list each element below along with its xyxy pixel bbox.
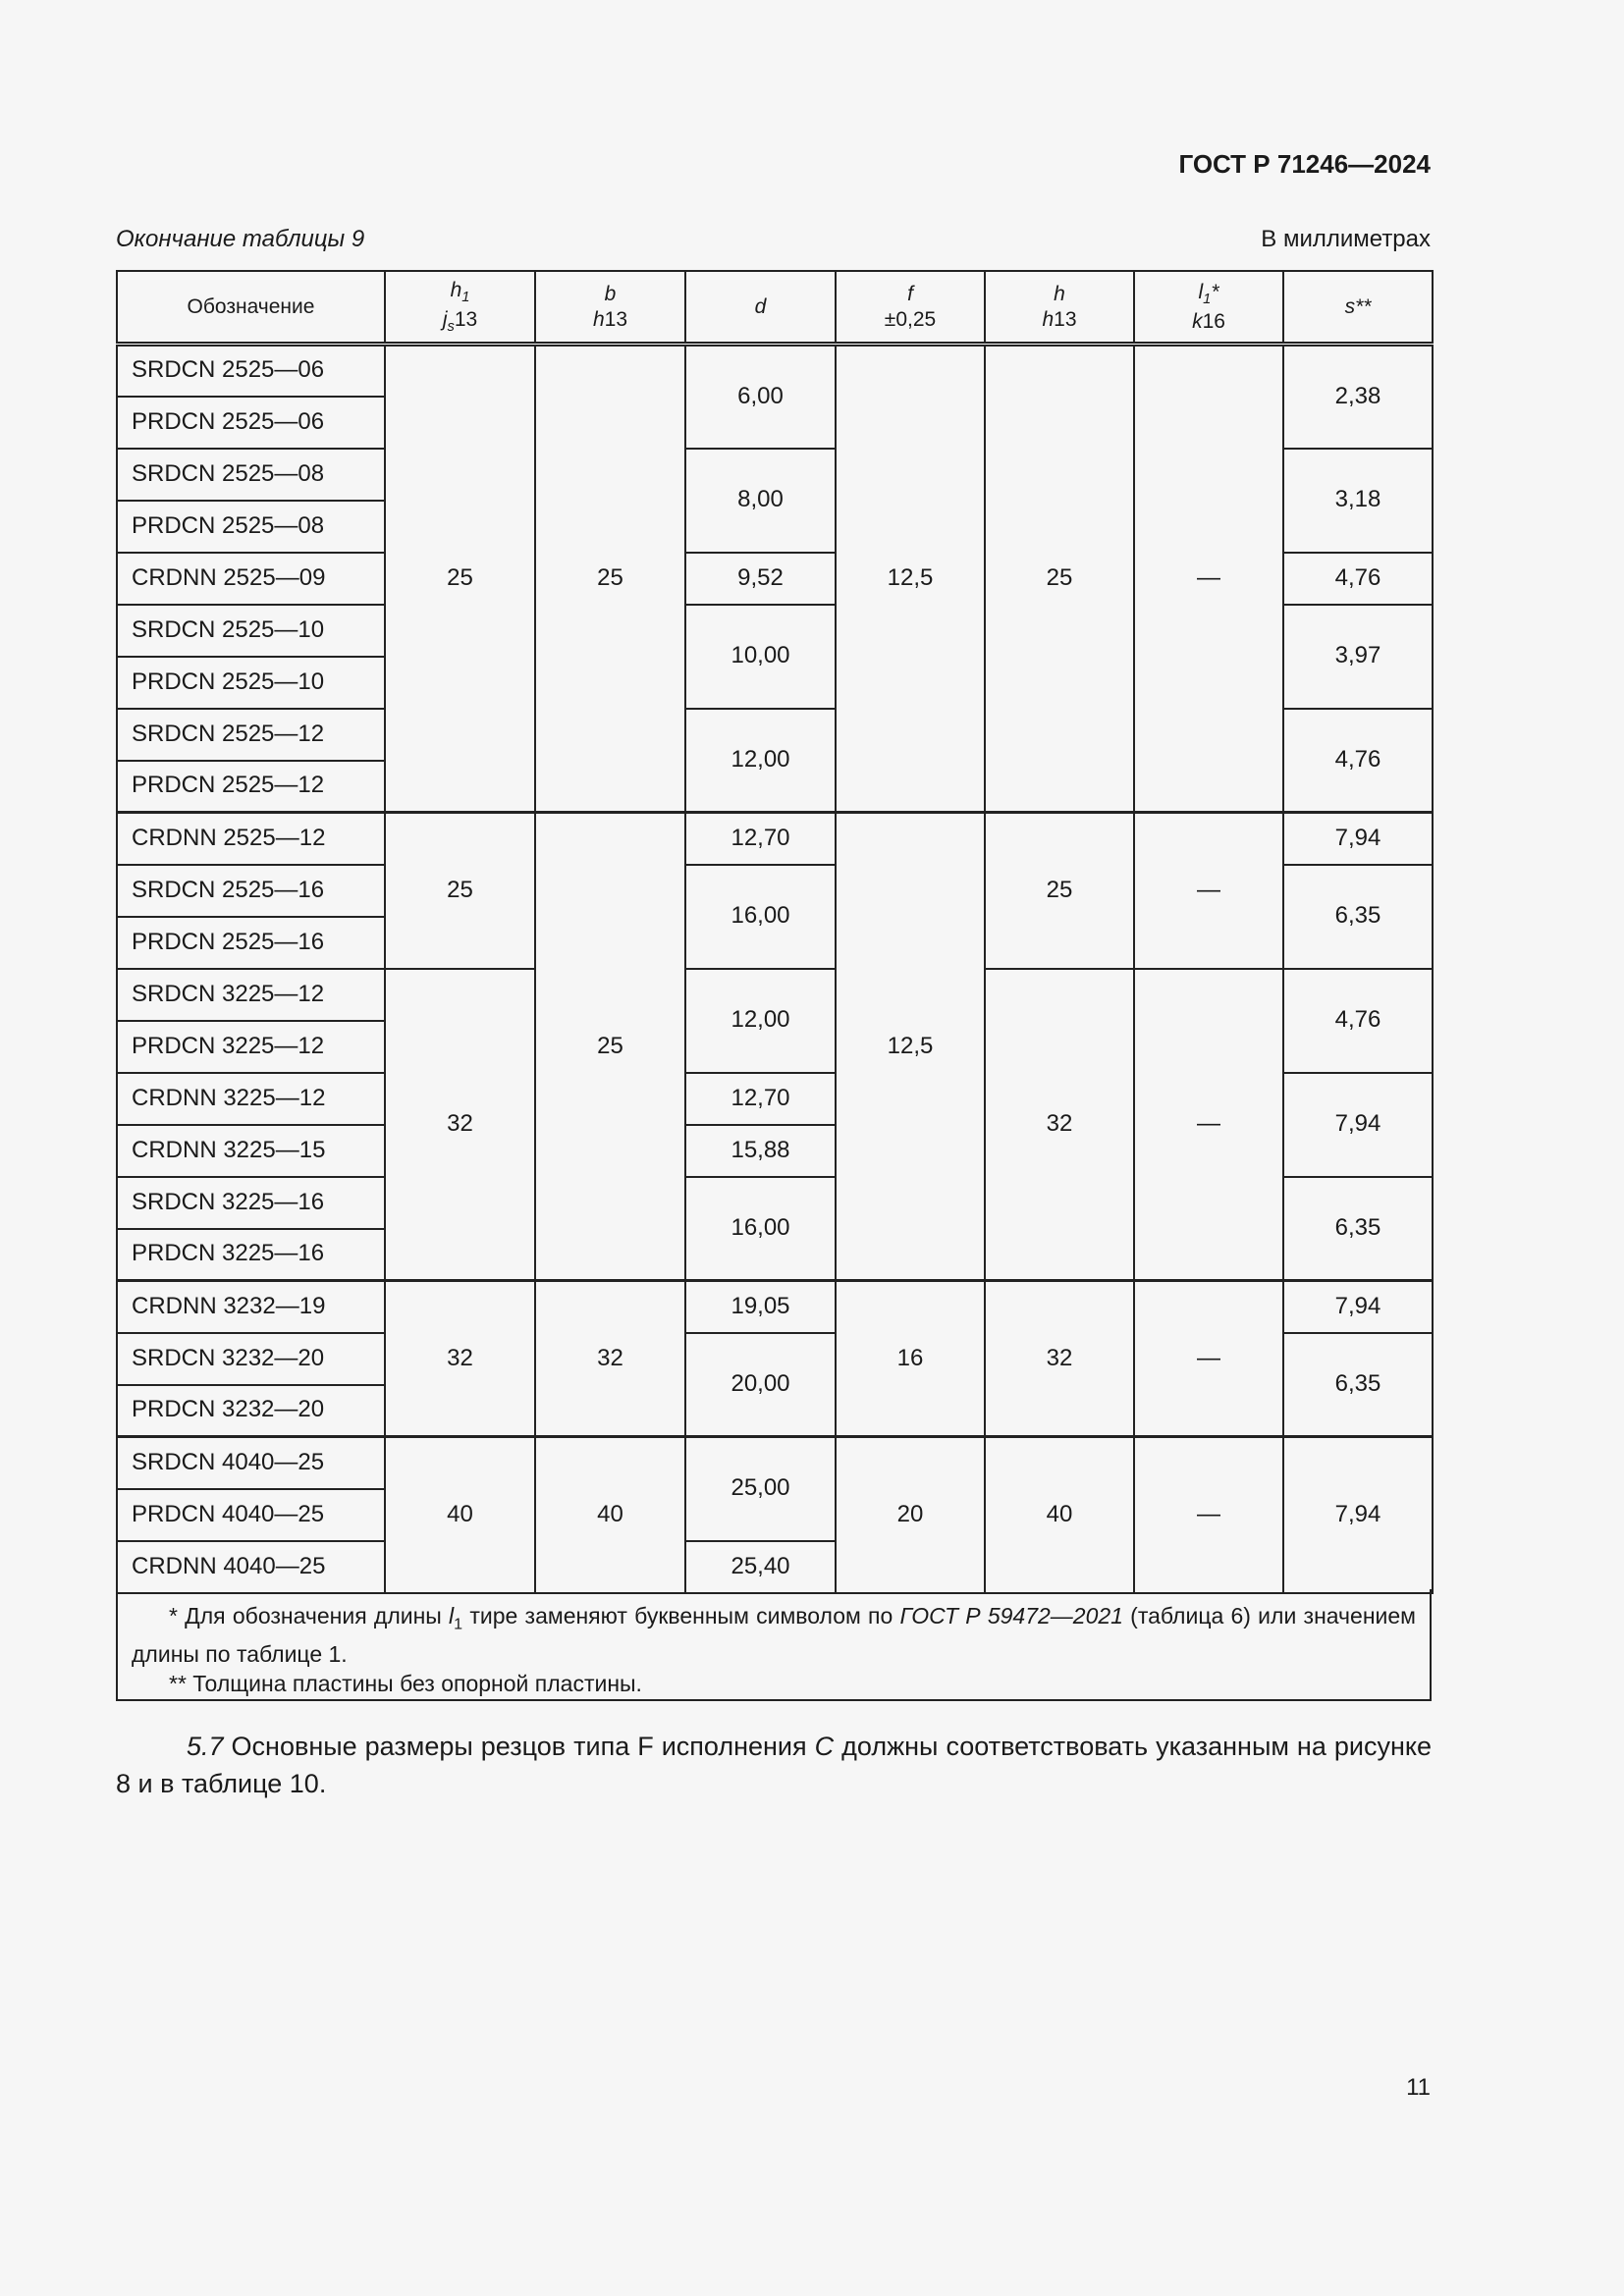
s-cell: 7,94 [1283, 1437, 1433, 1593]
f-cell: 20 [836, 1437, 985, 1593]
table-header-row [117, 271, 1433, 345]
d-cell: 16,00 [685, 1177, 836, 1281]
table-row [117, 1281, 1433, 1333]
s-cell: 6,35 [1283, 1333, 1433, 1437]
dimensions-table [116, 270, 1434, 1594]
h1-cell: 32 [385, 1281, 535, 1437]
col-header-f: f ±0,25 [836, 271, 985, 345]
designation-cell: SRDCN 2525—10 [117, 605, 385, 657]
designation-cell: SRDCN 2525—16 [117, 865, 385, 917]
designation-cell: SRDCN 2525—12 [117, 709, 385, 761]
d-cell: 15,88 [685, 1125, 836, 1177]
table-row [117, 969, 1433, 1021]
document-id: ГОСТ Р 71246—2024 [1178, 149, 1431, 179]
designation-cell: CRDNN 4040—25 [117, 1541, 385, 1593]
designation-cell: PRDCN 3232—20 [117, 1385, 385, 1437]
h-cell: 40 [985, 1437, 1134, 1593]
designation-cell: PRDCN 2525—16 [117, 917, 385, 969]
h-cell: 25 [985, 345, 1134, 813]
table-caption: Окончание таблицы 9 [116, 226, 365, 252]
s-cell: 3,18 [1283, 449, 1433, 553]
d-cell: 12,70 [685, 813, 836, 865]
designation-cell: PRDCN 3225—12 [117, 1021, 385, 1073]
designation-cell: PRDCN 2525—10 [117, 657, 385, 709]
d-cell: 9,52 [685, 553, 836, 605]
d-cell: 6,00 [685, 345, 836, 449]
col-header-s: s** [1283, 271, 1433, 345]
s-cell: 7,94 [1283, 1281, 1433, 1333]
footnote-2: ** Толщина пластины без опорной пластины. [169, 1670, 642, 1696]
designation-cell: PRDCN 2525—08 [117, 501, 385, 553]
col-header-h1: $h_1$ $j_s13$ [385, 271, 535, 345]
s-cell: 3,97 [1283, 605, 1433, 709]
f-cell: 12,5 [836, 813, 985, 1281]
designation-cell: PRDCN 2525—06 [117, 397, 385, 449]
d-cell: 10,00 [685, 605, 836, 709]
h-cell: 25 [985, 813, 1134, 969]
designation-cell: SRDCN 2525—06 [117, 345, 385, 397]
f-cell: 12,5 [836, 345, 985, 813]
designation-cell: PRDCN 3225—16 [117, 1229, 385, 1281]
d-cell: 19,05 [685, 1281, 836, 1333]
designation-cell: PRDCN 2525—12 [117, 761, 385, 813]
b-cell: 25 [535, 813, 685, 1281]
l1-cell: — [1134, 1437, 1283, 1593]
d-cell: 16,00 [685, 865, 836, 969]
designation-cell: PRDCN 4040—25 [117, 1489, 385, 1541]
col-header-l1: $l_1*$ k16 [1134, 271, 1283, 345]
h1-cell: 32 [385, 969, 535, 1281]
h1-cell: 25 [385, 345, 535, 813]
table-row [117, 345, 1433, 397]
l1-cell: — [1134, 1281, 1283, 1437]
col-header-h: h h13 [985, 271, 1134, 345]
designation-cell: CRDNN 3225—12 [117, 1073, 385, 1125]
designation-cell: SRDCN 4040—25 [117, 1437, 385, 1489]
standard-reference: ГОСТ Р 59472—2021 [899, 1603, 1123, 1629]
section-paragraph: 5.7 Основные размеры резцов типа F исполнения C должны соответствовать указанным на рисунке 8 и в таблице 10. [116, 1732, 1432, 1798]
d-cell: 25,00 [685, 1437, 836, 1541]
l1-cell: — [1134, 345, 1283, 813]
d-cell: 12,70 [685, 1073, 836, 1125]
s-cell: 4,76 [1283, 969, 1433, 1073]
s-cell: 6,35 [1283, 1177, 1433, 1281]
d-cell: 12,00 [685, 969, 836, 1073]
d-cell: 8,00 [685, 449, 836, 553]
d-cell: 20,00 [685, 1333, 836, 1437]
page-number: 11 [1406, 2074, 1431, 2101]
d-cell: 12,00 [685, 709, 836, 813]
designation-cell: SRDCN 2525—08 [117, 449, 385, 501]
s-cell: 2,38 [1283, 345, 1433, 449]
table-row [117, 1437, 1433, 1489]
b-cell: 40 [535, 1437, 685, 1593]
s-cell: 4,76 [1283, 709, 1433, 813]
table-row [117, 813, 1433, 865]
b-cell: 25 [535, 345, 685, 813]
col-header-d: d [685, 271, 836, 345]
designation-cell: SRDCN 3232—20 [117, 1333, 385, 1385]
f-cell: 16 [836, 1281, 985, 1437]
h1-cell: 40 [385, 1437, 535, 1593]
s-cell: 4,76 [1283, 553, 1433, 605]
table-footnotes [116, 1589, 1432, 1701]
s-cell: 7,94 [1283, 1073, 1433, 1177]
designation-cell: CRDNN 3225—15 [117, 1125, 385, 1177]
s-cell: 6,35 [1283, 865, 1433, 969]
l1-cell: — [1134, 813, 1283, 969]
h1-cell: 25 [385, 813, 535, 969]
designation-cell: CRDNN 3232—19 [117, 1281, 385, 1333]
col-header-designation: Обозначение [117, 271, 385, 345]
h-cell: 32 [985, 969, 1134, 1281]
designation-cell: SRDCN 3225—12 [117, 969, 385, 1021]
d-cell: 25,40 [685, 1541, 836, 1593]
h-cell: 32 [985, 1281, 1134, 1437]
designation-cell: CRDNN 2525—12 [117, 813, 385, 865]
designation-cell: CRDNN 2525—09 [117, 553, 385, 605]
s-cell: 7,94 [1283, 813, 1433, 865]
section-number: 5.7 [187, 1732, 224, 1761]
b-cell: 32 [535, 1281, 685, 1437]
designation-cell: SRDCN 3225—16 [117, 1177, 385, 1229]
footnote-1: * Для обозначения длины $l_1$ тире заменяют буквенным символом по ГОСТ Р 59472—2021 (таблица 6) или значением длины по таблице 1. [132, 1603, 1416, 1667]
l1-cell: — [1134, 969, 1283, 1281]
col-header-b: b h13 [535, 271, 685, 345]
units-label: В миллиметрах [1261, 226, 1431, 252]
